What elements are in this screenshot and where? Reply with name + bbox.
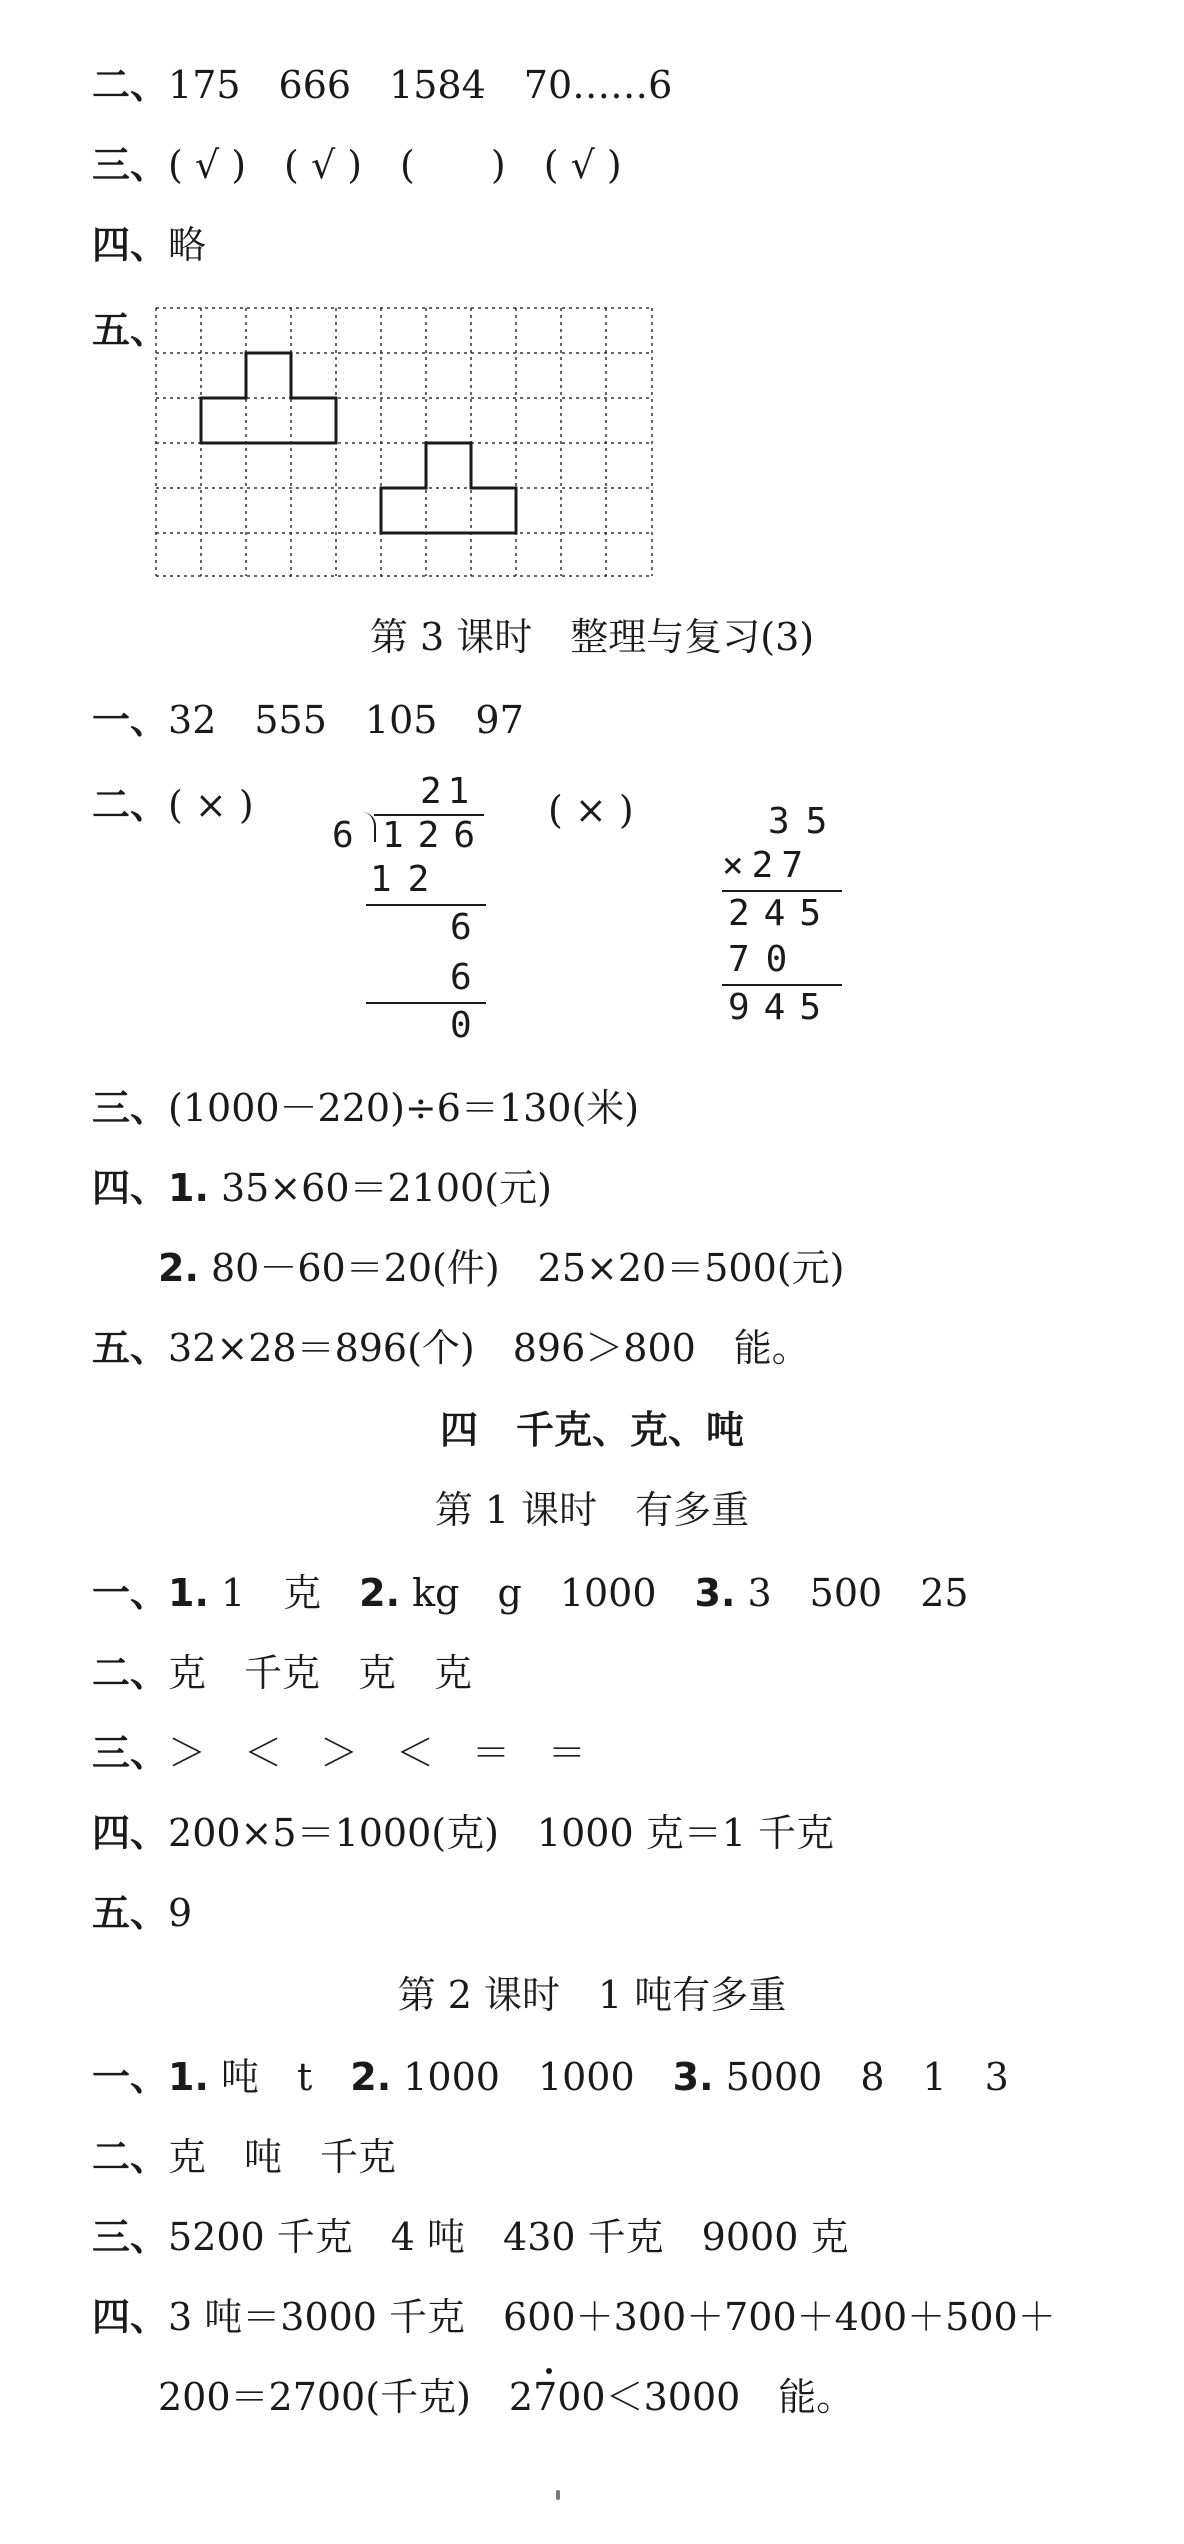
multiplicand: 35 (768, 801, 844, 842)
answer-line (158, 1243, 844, 1293)
product: 945 (728, 987, 836, 1028)
sub-number: 2. (359, 1571, 401, 1615)
item-label: 四、 (92, 223, 169, 267)
sub-number: 3. (672, 2055, 714, 2099)
answer-text: 略 (168, 223, 207, 267)
answer-line (92, 2212, 848, 2262)
answer-text: 克 千克 克 克 (168, 1651, 473, 1695)
item-label: 五、 (92, 1326, 169, 1370)
answer-line (92, 1323, 810, 1373)
lesson-title: 第 3 课时 整理与复习(3) (369, 615, 815, 659)
answer-text: ＞ ＜ ＞ ＜ ＝ ＝ (168, 1731, 587, 1775)
remainder-1: 6 (450, 907, 472, 948)
step-2: 6 (450, 957, 472, 998)
answer-line (158, 2372, 854, 2422)
shape-2 (381, 443, 516, 533)
lesson-title: 第 2 课时 1 吨有多重 (397, 1973, 787, 2017)
answer-text: ( × ) (548, 788, 634, 832)
item-label: 一、 (92, 2055, 169, 2099)
partial-product-2: 70 (728, 939, 804, 980)
divisor: 6 (332, 815, 354, 856)
answer-line (92, 1083, 639, 1133)
answer-line (92, 780, 254, 830)
ink-dot (546, 2368, 552, 2374)
answer-text: 1000 1000 (391, 2055, 673, 2099)
item-label: 三、 (92, 143, 169, 187)
answer-text: 200＝2700(千克) 2700＜3000 能。 (158, 2375, 855, 2419)
item-label: 二、 (92, 783, 169, 827)
answer-text: 35×60＝2100(元) (208, 1166, 552, 1210)
answer-line (92, 140, 622, 190)
item-label: 三、 (92, 1086, 169, 1130)
quotient: 21 (420, 771, 476, 812)
answer-text: ( √ ) ( √ ) ( ) ( √ ) (168, 143, 622, 187)
multiplier: ×27 (722, 845, 812, 886)
answer-text: 1 克 (208, 1571, 360, 1615)
item-label: 一、 (92, 698, 169, 742)
answer-text: 3 500 25 (735, 1571, 969, 1615)
answer-text: 9 (168, 1891, 193, 1935)
partial-product-1: 245 (728, 893, 836, 934)
answer-text: 32×28＝896(个) 896＞800 能。 (168, 1326, 810, 1370)
answer-text: 吨 t (208, 2055, 351, 2099)
answer-text: 175 666 1584 70……6 (168, 63, 673, 107)
lesson-title: 第 1 课时 有多重 (434, 1488, 750, 1532)
answer-line (92, 1568, 969, 1618)
answer-line (92, 1808, 834, 1858)
answer-line (92, 60, 672, 110)
sub-number: 1. (168, 1571, 209, 1615)
item-label: 三、 (92, 2215, 169, 2259)
sub-number: 2. (158, 1246, 199, 1290)
unit-title: 四 千克、克、吨 (439, 1408, 744, 1452)
answer-text: 200×5＝1000(克) 1000 克＝1 千克 (168, 1811, 834, 1855)
answer-line (92, 2132, 396, 2182)
long-division (330, 770, 500, 1050)
sub-number: 3. (694, 1571, 736, 1615)
sub-number: 1. (168, 2055, 209, 2099)
answer-text: ( × ) (168, 783, 254, 827)
answer-text: 3 吨＝3000 千克 600＋300＋700＋400＋500＋ (168, 2295, 1056, 2339)
item-label: 四、 (92, 1811, 169, 1855)
remainder-2: 0 (450, 1005, 472, 1046)
item-label: 三、 (92, 1731, 169, 1775)
vertical-multiplication (722, 800, 852, 1030)
answer-line (92, 695, 524, 745)
answer-line (548, 785, 634, 835)
item-label: 五、 (92, 1891, 169, 1935)
answer-text: 5200 千克 4 吨 430 千克 9000 克 (168, 2215, 849, 2259)
ink-speck (556, 2490, 560, 2500)
item-label: 四、 (92, 1166, 169, 1210)
answer-line (92, 1648, 472, 1698)
item-label: 四、 (92, 2295, 169, 2339)
answer-text: 80－60＝20(件) 25×20＝500(元) (198, 1246, 845, 1290)
answer-text: kg g 1000 (400, 1571, 695, 1615)
step-1: 12 (370, 859, 446, 900)
answer-line (92, 2292, 1056, 2342)
answer-line (92, 2052, 1009, 2102)
answer-text: 32 555 105 97 (168, 698, 524, 742)
item-label: 二、 (92, 1651, 169, 1695)
dot-grid-figure (154, 306, 654, 578)
answer-text: 5000 8 1 3 (713, 2055, 1009, 2099)
answer-text: 克 吨 千克 (168, 2135, 397, 2179)
sub-number: 1. (168, 1166, 209, 1210)
item-label: 五、 (92, 308, 169, 352)
item-label: 一、 (92, 1571, 169, 1615)
answer-line (92, 220, 206, 270)
answer-line (92, 1163, 552, 1213)
answer-text: (1000－220)÷6＝130(米) (168, 1086, 640, 1130)
item-label: 二、 (92, 2135, 169, 2179)
dividend: 126 (382, 815, 490, 856)
grid-svg (154, 306, 654, 578)
division-bracket (360, 812, 376, 842)
answer-line (92, 1888, 192, 1938)
sub-number: 2. (350, 2055, 392, 2099)
answer-line (92, 1728, 586, 1778)
item-label: 二、 (92, 63, 169, 107)
